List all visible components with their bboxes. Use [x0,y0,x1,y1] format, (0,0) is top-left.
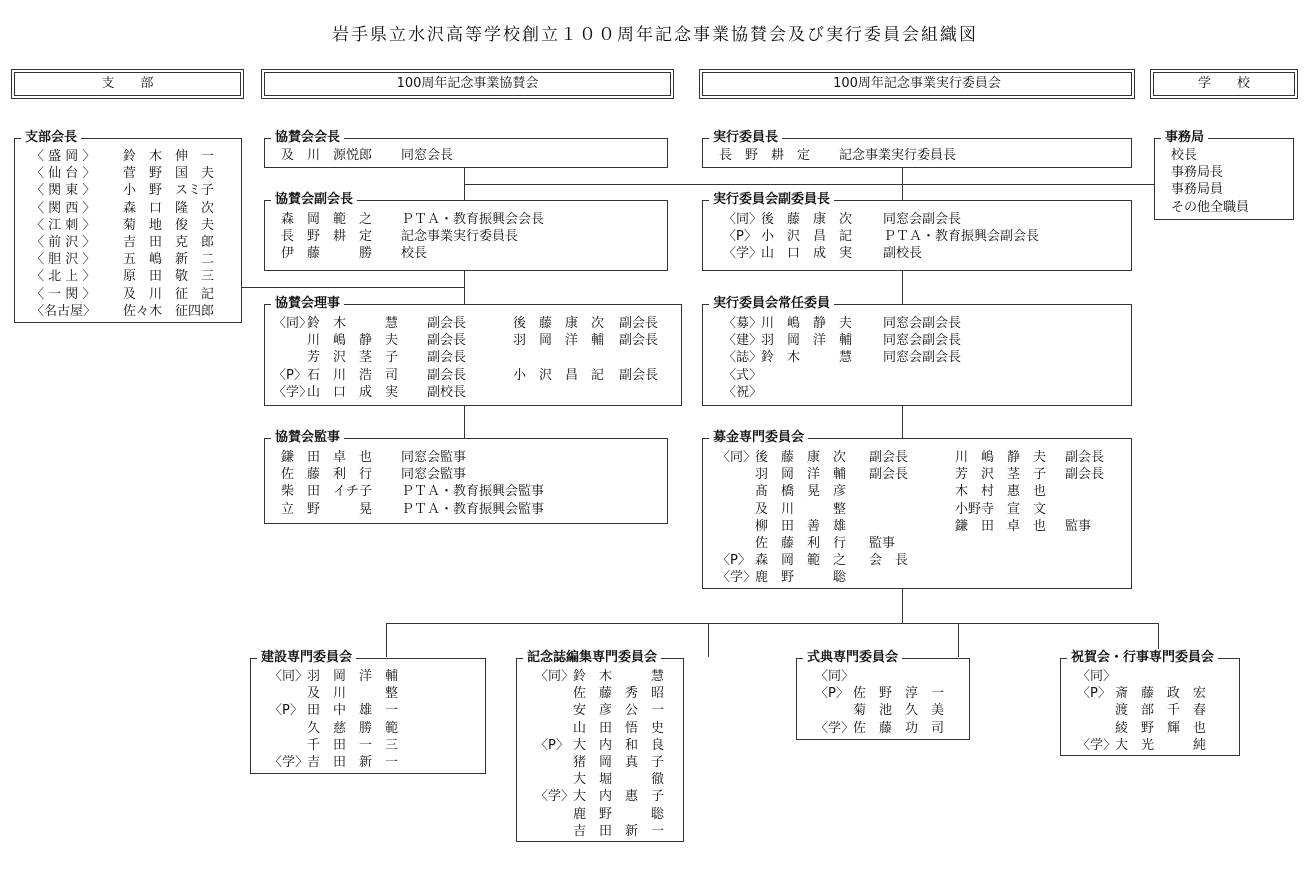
member-row [269,685,485,702]
member-row [815,720,969,737]
member-name: 小 野 スミ子 [123,183,215,199]
member-row [717,466,955,483]
member-name: 羽 岡 洋 輔 [513,333,605,349]
member-name: 及 川 源悦郎 [281,148,373,163]
member-name: 菅 野 国 夫 [123,166,215,182]
member-affiliation: 〈P〉 [269,703,303,719]
member-name: 菊 池 久 美 [853,703,945,719]
branch-area: 〈 一 関 〉 [31,286,96,302]
connector-line [958,623,959,657]
member-affiliation: 〈募〉 [723,316,763,331]
member-row [955,483,1121,500]
member-affiliation [815,702,853,719]
box-title: 事務局 [1161,129,1208,147]
member-row [955,466,1121,483]
member-row [535,771,683,788]
member-row [719,147,1131,164]
member-row [723,367,1131,384]
member-row [281,245,667,262]
member-role: 記念事業実行委員長 [839,148,957,163]
box-title: 実行委員会副委員長 [709,191,834,209]
member-row [269,754,485,771]
member-name: 鎌 田 卓 也 [281,450,373,465]
member-role [883,384,1083,401]
member-row [31,165,241,182]
member-role: 副会長 [1065,467,1105,483]
member-name: 木 村 惠 也 [955,484,1047,500]
jikko-chair-box [702,130,1132,168]
member-name: 千 田 一 三 [307,737,399,753]
member-name: 鹿 野 聡 [573,806,665,822]
member-row [273,332,513,349]
member-role [869,518,939,535]
member-name: 長 野 耕 定 [281,229,373,245]
member-name: 鈴 木 伸 一 [123,149,215,164]
school-staff-item: 校長 [1171,148,1198,163]
member-role: 副会長 [619,367,659,383]
member-name: 川 嶋 静 夫 [307,333,399,349]
connector-line [386,623,1158,624]
box-title: 協賛会副会長 [271,191,357,209]
member-name: 猪 岡 真 子 [573,754,665,770]
member-row [281,211,667,228]
member-role: 副会長 [619,316,659,331]
member-row [723,349,1131,366]
member-name: 山 口 成 実 [307,384,399,400]
member-affiliation [717,518,755,535]
member-affiliation: 〈P〉 [273,367,307,383]
member-name: 後 藤 康 次 [761,212,853,227]
connector-line [902,271,903,304]
member-name: 川 嶋 静 夫 [761,316,853,331]
member-role: 副会長 [427,316,467,331]
member-name: 芳 沢 茎 子 [955,467,1047,483]
member-role: 副会長 [619,333,659,349]
box-title: 式典専門委員会 [803,649,902,667]
member-affiliation: 〈学〉 [815,720,855,736]
member-affiliation [269,720,307,737]
member-affiliation: 〈式〉 [723,367,763,383]
member-row [955,518,1121,535]
member-row [723,332,1131,349]
member-role: 会 長 [869,553,909,569]
member-row [723,211,1131,228]
member-name: 後 藤 康 次 [755,450,847,465]
member-role: 副会長 [869,467,909,483]
kyosan-auditors-box [264,430,668,524]
member-name: 安 彦 公 一 [573,703,665,719]
member-name: 佐 藤 功 司 [853,720,945,736]
jikko-standing-box [702,296,1132,406]
member-row [31,217,241,234]
member-affiliation: 〈学〉 [273,384,313,400]
member-affiliation: 〈P〉 [535,737,569,753]
member-row [723,245,1131,262]
member-affiliation [535,771,573,788]
member-affiliation [269,685,307,702]
kyosan-directors-box [264,296,682,406]
member-row [31,148,241,165]
branch-area: 〈 関 東 〉 [31,183,96,199]
branch-area: 〈 仙 台 〉 [31,166,96,182]
member-row [269,668,485,685]
member-row [281,466,667,483]
member-affiliation: 〈同〉 [1077,669,1117,684]
member-affiliation: 〈同〉 [269,669,309,684]
member-row [273,367,513,384]
member-row [273,315,513,332]
member-name: 田 中 雄 一 [307,703,399,719]
kyosan-vice-box [264,192,668,271]
member-affiliation [535,720,573,737]
member-name: 鈴 木 慧 [573,669,665,684]
member-row [273,349,513,366]
member-row [717,569,955,586]
member-affiliation: 〈P〉 [1077,686,1111,702]
member-affiliation [535,702,573,719]
jikko-vice-box [702,192,1132,271]
member-name [513,349,619,366]
member-affiliation [717,466,755,483]
member-affiliation: 〈P〉 [723,229,757,245]
member-row [281,228,667,245]
member-row [31,200,241,217]
connector-line [902,167,903,200]
box-title: 募金専門委員会 [709,429,808,447]
member-name: 佐 藤 利 行 [755,535,847,551]
member-role: ＰＴＡ・教育振興会副会長 [883,229,1040,245]
member-row [31,234,241,251]
member-affiliation [535,754,573,771]
member-row [31,251,241,268]
member-role: 副校長 [883,246,923,262]
box-title: 実行委員長 [709,129,782,147]
member-affiliation: 〈P〉 [815,686,849,702]
journal-box [516,650,684,842]
member-row [31,182,241,199]
member-role: 副会長 [427,333,467,349]
member-row [717,552,955,569]
header-kyosan: 100周年記念事業協賛会 [264,72,671,96]
member-row [535,754,683,771]
member-name: 鈴 木 慧 [761,350,853,366]
branch-area: 〈 前 沢 〉 [31,234,96,250]
member-name: 及 川 征 記 [123,286,215,302]
member-role: 監事 [1065,518,1092,534]
member-row [535,720,683,737]
box-title: 記念誌編集専門委員会 [523,649,661,667]
branch-area: 〈 関 西 〉 [31,200,96,216]
ceremony-box [796,650,970,740]
celebration-box [1060,650,1240,756]
connector-line [708,623,709,657]
member-role: 校長 [401,246,428,262]
member-name: 鎌 田 卓 也 [955,518,1047,534]
member-row [723,384,1131,401]
member-name: 山 口 成 実 [761,246,853,262]
member-affiliation [535,823,573,840]
member-role: 同窓会副会長 [883,212,962,227]
member-name: 鈴 木 慧 [307,316,399,331]
member-name: 後 藤 康 次 [513,316,605,331]
member-name: 佐々木 征四郎 [123,303,215,319]
fundraising-box [702,430,1132,589]
member-row [717,501,955,518]
member-name: 森 口 隆 次 [123,200,215,216]
member-row [31,268,241,285]
member-affiliation [717,501,755,518]
branch-area: 〈 北 上 〉 [31,269,96,285]
member-row [723,228,1131,245]
connector-line [386,623,387,657]
member-name: 及 川 整 [755,501,847,517]
construction-box [250,650,486,774]
member-row [535,702,683,719]
branch-area: 〈 胆 沢 〉 [31,252,96,268]
member-affiliation [535,685,573,702]
header-jikko: 100周年記念事業実行委員会 [702,72,1132,96]
page-title: 岩手県立水沢高等学校創立１００周年記念事業協賛会及び実行委員会組織図 [332,25,978,45]
member-row [535,685,683,702]
member-name: 川 嶋 静 夫 [955,450,1047,465]
member-name: 山 田 悟 史 [573,720,665,736]
connector-line [464,406,465,438]
connector-line [902,406,903,438]
kyosan-chair-box [264,130,668,168]
member-role [869,569,939,586]
member-affiliation [717,535,755,552]
member-row [815,685,969,702]
member-row [31,303,241,320]
school-office-box [1154,130,1294,220]
member-role: 同窓会副会長 [883,333,962,349]
member-role: 副会長 [1065,450,1105,465]
member-role [869,483,939,500]
connector-line [902,589,903,623]
member-name: 佐 野 淳 一 [853,686,945,702]
member-row [717,449,955,466]
branch-area: 〈 盛 岡 〉 [31,149,96,164]
box-title: 協賛会会長 [271,129,344,147]
member-row [281,501,667,518]
branch-area: 〈 江 刺 〉 [31,217,96,233]
member-name [761,384,883,401]
member-affiliation: 〈同〉 [815,669,855,684]
member-affiliation: 〈同〉 [535,669,575,684]
member-row [269,720,485,737]
box-title: 協賛会監事 [271,429,344,447]
member-row [955,449,1121,466]
member-name: 大 内 惠 子 [573,789,665,805]
member-role [883,367,1083,384]
member-role: 同窓会監事 [401,450,467,465]
member-name: 立 野 晃 [281,501,373,517]
member-row [513,349,675,366]
member-role: 副会長 [869,450,909,465]
member-name: 小 沢 昌 記 [761,229,853,245]
member-row [513,315,675,332]
member-affiliation: 〈同〉 [723,212,763,227]
member-row [269,737,485,754]
member-affiliation: 〈建〉 [723,333,763,349]
member-role [869,501,939,518]
member-name [853,668,961,685]
member-name: 小野寺 宣 文 [955,501,1047,517]
school-staff-item: 事務局長 [1171,165,1224,181]
member-row [955,501,1121,518]
member-row [273,384,513,401]
member-row [1077,668,1239,685]
box-title: 支部会長 [21,129,81,147]
member-name: 森 岡 範 之 [281,212,373,227]
box-title: 実行委員会常任委員 [709,295,834,313]
member-name: 石 川 浩 司 [307,367,399,383]
member-name: 佐 藤 利 行 [281,467,373,483]
member-role: 同窓会副会長 [883,316,962,331]
member-name: 小 沢 昌 記 [513,367,605,383]
member-name: 大 光 純 [1115,737,1207,753]
member-role [1065,501,1121,518]
connector-line [464,271,465,304]
member-row [513,367,675,384]
box-title: 建設専門委員会 [257,649,356,667]
shibu-chief-box [14,130,242,323]
member-name: 綾 野 輝 也 [1115,720,1207,736]
member-row [815,668,969,685]
member-name: 長 野 耕 定 [719,148,811,163]
connector-line [242,287,464,288]
member-affiliation: 〈同〉 [273,316,313,331]
member-affiliation [1077,720,1115,737]
member-row [717,535,955,552]
member-role: 記念事業実行委員長 [401,229,519,245]
member-row [717,483,955,500]
member-row [1077,720,1239,737]
member-row [815,702,969,719]
member-affiliation [1077,702,1115,719]
member-role: 副会長 [427,350,467,366]
member-name: 柴 田 イチ子 [281,484,373,500]
school-staff-item: 事務局員 [1171,182,1224,198]
member-name: 芳 沢 茎 子 [307,350,399,366]
member-affiliation: 〈学〉 [723,246,763,262]
member-row [1077,685,1239,702]
member-name: 鹿 野 聡 [755,570,847,586]
member-affiliation: 〈同〉 [717,450,757,465]
member-name: 佐 藤 秀 昭 [573,686,665,702]
member-affiliation: 〈誌〉 [723,350,763,366]
member-name: 原 田 敬 三 [123,269,215,285]
member-name: 羽 岡 洋 輔 [761,333,853,349]
member-name: 吉 田 新 一 [573,823,665,839]
member-name: 柳 田 善 雄 [755,518,847,534]
member-name: 羽 岡 洋 輔 [307,669,399,684]
connector-line [464,184,1154,185]
box-title: 祝賀会・行事専門委員会 [1067,649,1218,667]
member-role: ＰＴＡ・教育振興会会長 [401,212,545,227]
member-name: 森 岡 範 之 [755,553,847,569]
member-name: 伊 藤 勝 [281,246,373,262]
member-affiliation: 〈学〉 [717,570,757,586]
member-role: 同窓会副会長 [883,350,962,366]
member-row [269,702,485,719]
member-row [31,286,241,303]
member-affiliation [717,483,755,500]
school-staff-item: その他全職員 [1171,199,1250,215]
member-name: 斎 藤 政 宏 [1115,686,1207,702]
member-row [535,668,683,685]
header-shibu: 支 部 [14,72,241,96]
member-role: 同窓会監事 [401,467,467,483]
member-row [535,737,683,754]
member-name: 久 慈 勝 範 [307,720,399,736]
member-name: 大 内 和 良 [573,737,665,753]
member-affiliation: 〈学〉 [535,789,575,805]
member-row [535,823,683,840]
member-role: 副校長 [427,384,467,400]
member-row [281,483,667,500]
member-affiliation [273,332,307,349]
member-row [723,315,1131,332]
member-name: 渡 部 千 春 [1115,703,1207,719]
member-affiliation: 〈学〉 [1077,737,1117,753]
member-row [281,449,667,466]
member-role: ＰＴＡ・教育振興会監事 [401,484,545,500]
header-gakko: 学 校 [1153,72,1295,96]
member-row [535,788,683,805]
member-role [619,349,675,366]
member-affiliation: 〈学〉 [269,754,309,770]
member-affiliation: 〈祝〉 [723,384,763,400]
member-affiliation [535,806,573,823]
box-title: 協賛会理事 [271,295,344,313]
member-name: 羽 岡 洋 輔 [755,467,847,483]
member-affiliation [269,737,307,754]
member-role [1065,483,1121,500]
member-row [1077,737,1239,754]
member-name: 菊 地 俊 夫 [123,217,215,233]
member-row [717,518,955,535]
member-row [1077,702,1239,719]
member-role: ＰＴＡ・教育振興会監事 [401,501,545,517]
member-name: 吉 田 新 一 [307,754,399,770]
member-name: 吉 田 克 郎 [123,234,215,250]
branch-area: 〈名古屋〉 [31,303,97,319]
member-name: 髙 橋 晃 彦 [755,484,847,500]
member-name [761,367,883,384]
member-row [281,147,667,164]
member-name: 及 川 整 [307,686,399,702]
member-affiliation: 〈P〉 [717,553,751,569]
member-row [535,806,683,823]
member-role: 同窓会長 [401,148,454,163]
member-affiliation [273,349,307,366]
member-name [1115,668,1233,685]
member-role: 副会長 [427,367,467,383]
member-role: 監事 [869,535,896,551]
member-name: 大 堀 徹 [573,772,665,788]
member-name: 五 嶋 新 二 [123,252,215,268]
member-row [513,332,675,349]
